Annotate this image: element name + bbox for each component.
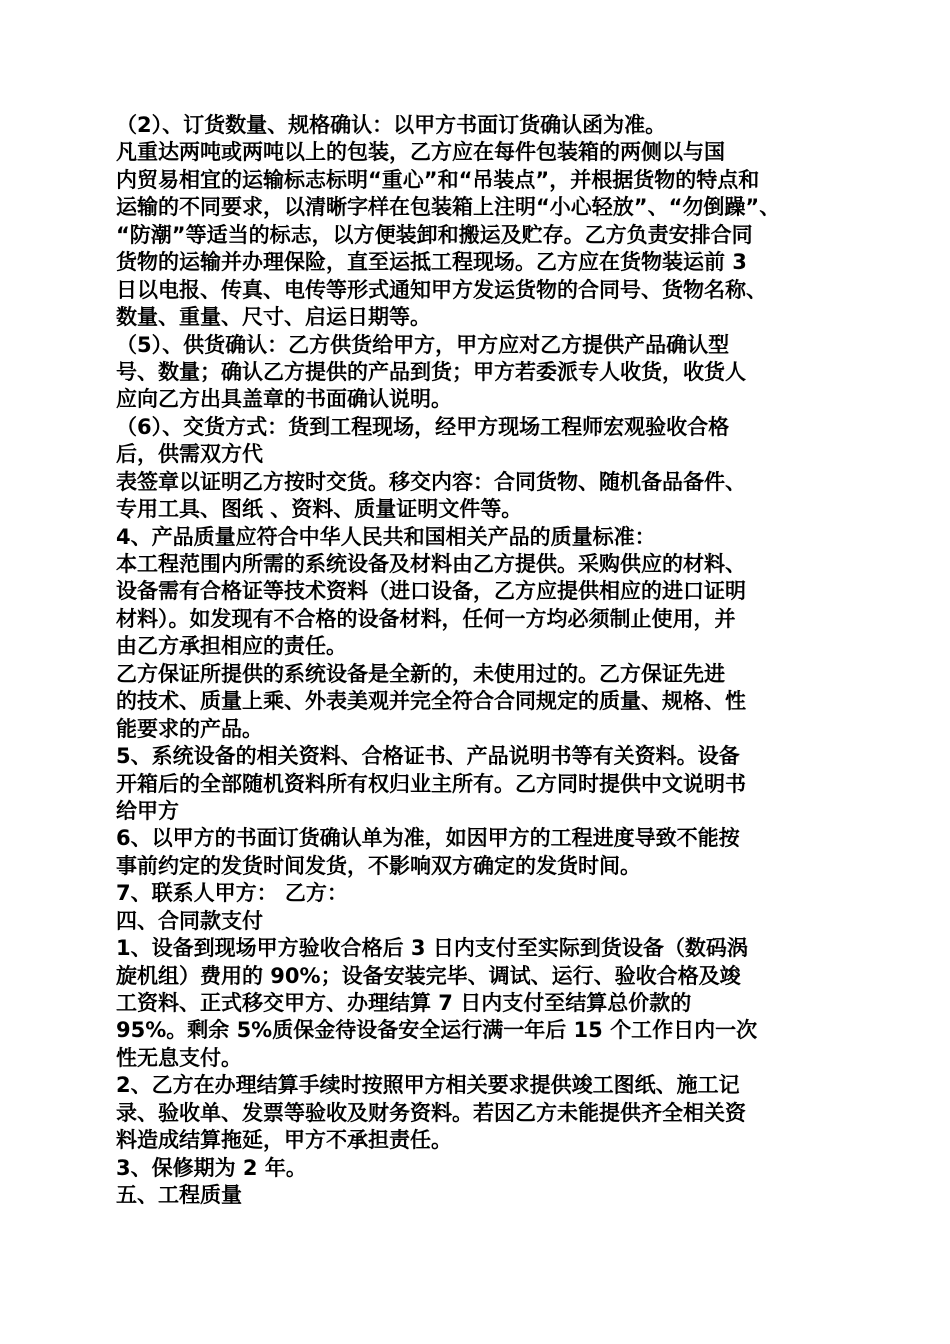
text-line: 料造成结算拖延，甲方不承担责任。: [116, 1128, 452, 1153]
text-line: （5）、供货确认：乙方供货给甲方，甲方应对乙方提供产品确认型: [116, 332, 730, 357]
text-line: 给甲方: [116, 798, 179, 823]
text-line: 五、工程质量: [116, 1183, 242, 1208]
text-line: 货物的运输并办理保险，直至运抵工程现场。乙方应在货物装运前 3: [116, 250, 747, 275]
text-line: 工资料、正式移交甲方、办理结算 7 日内支付至结算总价款的: [116, 991, 692, 1015]
text-line: （2）、订货数量、规格确认：以甲方书面订货确认函为准。: [116, 113, 667, 137]
text-line: 材料）。如发现有不合格的设备材料，任何一方均必须制止使用，并: [116, 606, 736, 631]
text-line: 表签章以证明乙方按时交货。移交内容：合同货物、随机备品备件、: [116, 469, 746, 494]
text-line: 乙方保证所提供的系统设备是全新的，未使用过的。乙方保证先进: [116, 661, 725, 686]
text-line: 性无息支付。: [116, 1045, 242, 1070]
text-line: “防潮”等适当的标志，以方便装卸和搬运及贮存。乙方负责安排合同: [116, 222, 753, 247]
text-line: 凡重达两吨或两吨以上的包装，乙方应在每件包装箱的两侧以与国: [116, 140, 725, 165]
text-line: 专用工具、图纸 、资料、质量证明文件等。: [116, 497, 523, 522]
text-line: 95%。剩余 5%质保金待设备安全运行满一年后 15 个工作日内一次: [116, 1018, 758, 1043]
text-line: 号、数量；确认乙方提供的产品到货；甲方若委派专人收货，收货人: [116, 359, 746, 384]
text-line: 数量、重量、尺寸、启运日期等。: [116, 305, 431, 330]
text-line: 事前约定的发货时间发货，不影响双方确定的发货时间。: [116, 853, 641, 878]
text-line: 7、联系人甲方： 乙方：: [116, 881, 348, 906]
text-line: 应向乙方出具盖章的书面确认说明。: [116, 387, 452, 412]
text-line: 四、合同款支付: [116, 908, 263, 933]
text-line: 日以电报、传真、电传等形式通知甲方发运货物的合同号、货物名称、: [116, 277, 767, 302]
text-line: 开箱后的全部随机资料所有权归业主所有。乙方同时提供中文说明书: [116, 771, 746, 796]
text-line: 4、产品质量应符合中华人民共和国相关产品的质量标准：: [116, 524, 656, 549]
text-line: （6）、交货方式：货到工程现场，经甲方现场工程师宏观验收合格: [116, 414, 730, 439]
text-line: 运输的不同要求，以清晰字样在包装箱上注明“小心轻放”、“勿倒躁”、: [116, 195, 781, 220]
text-line: 后，供需双方代: [116, 442, 263, 467]
text-line: 1、设备到现场甲方验收合格后 3 日内支付至实际到货设备（数码涡: [116, 936, 748, 961]
text-line: 录、验收单、发票等验收及财务资料。若因乙方未能提供齐全相关资: [116, 1100, 746, 1125]
text-line: 的技术、质量上乘、外表美观并完全符合合同规定的质量、规格、性: [116, 689, 746, 714]
text-line: 2、乙方在办理结算手续时按照甲方相关要求提供竣工图纸、施工记: [116, 1073, 740, 1098]
text-line: 设备需有合格证等技术资料（进口设备，乙方应提供相应的进口证明: [116, 579, 746, 604]
document-body: [116, 112, 846, 1210]
text-line: 本工程范围内所需的系统设备及材料由乙方提供。采购供应的材料、: [116, 552, 746, 576]
text-line: 6、以甲方的书面订货确认单为准，如因甲方的工程进度导致不能按: [116, 826, 740, 851]
text-line: 能要求的产品。: [116, 716, 263, 741]
text-line: 3、保修期为 2 年。: [116, 1155, 307, 1180]
text-line: 内贸易相宜的运输标志标明“重心”和“吊装点”，并根据货物的特点和: [116, 167, 760, 192]
text-line: 旋机组）费用的 90%；设备安装完毕、调试、运行、验收合格及竣: [116, 963, 741, 988]
text-line: 5、系统设备的相关资料、合格证书、产品说明书等有关资料。设备: [116, 744, 740, 769]
text-line: 由乙方承担相应的责任。: [116, 634, 347, 659]
